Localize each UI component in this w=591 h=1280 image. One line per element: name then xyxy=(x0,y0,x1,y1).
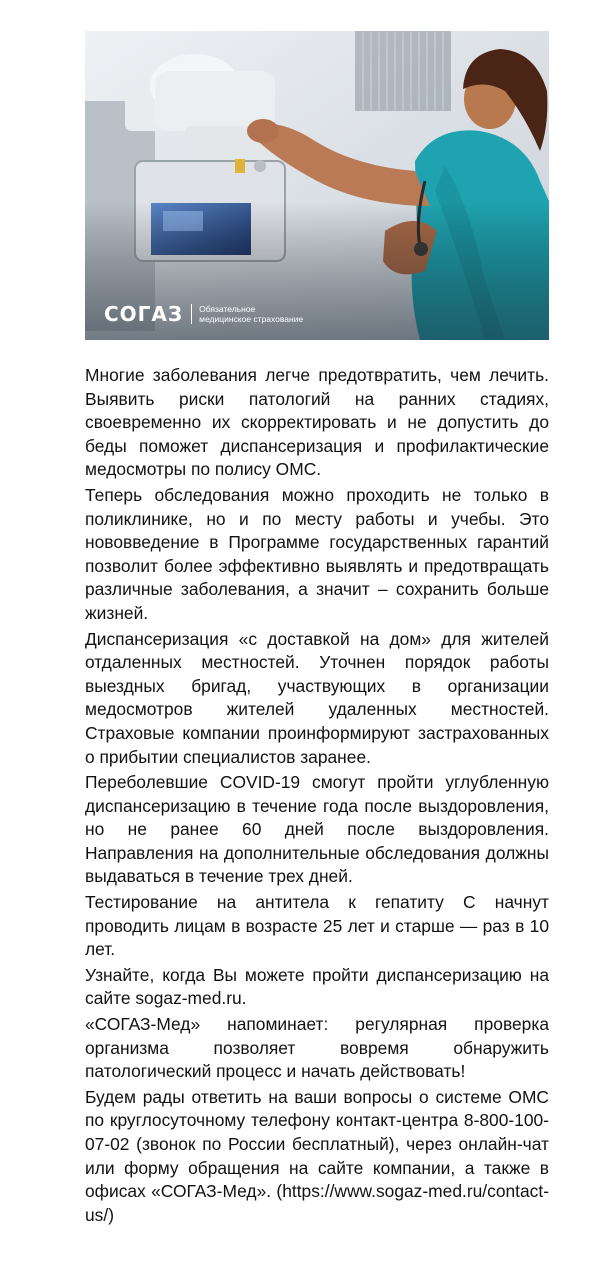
xray-nurse-illustration xyxy=(85,31,549,340)
brand-lockup xyxy=(104,302,303,326)
article-paragraph-6: Узнайте, когда Вы можете пройти диспансеризацию на сайте sogaz-med.ru. xyxy=(85,964,549,1009)
article-paragraph-3: Диспансеризация «с доставкой на дом» для жителей отдаленных местностей. Уточнен порядок работы выездных бригад, участвующих в организации медосмотров жителей удаленных местностей. Страховые компании проинформируют застрахованных о прибытии специалистов заранее. xyxy=(85,628,549,767)
brand-logo: СОГАЗ xyxy=(104,302,184,326)
article-paragraph-2: Теперь обследования можно проходить не только в поликлинике, но и по месту работы и учебы. Это нововведение в Программе государственных гарантий позволит более эффективно выявлять и предотвращать различные заболевания, а значит – сохранить больше жизней. xyxy=(85,484,549,623)
brand-tagline xyxy=(199,304,303,324)
article-paragraph-8: Будем рады ответить на ваши вопросы о системе ОМС по круглосуточному телефону контакт-центра 8-800-100-07-02 (звонок по России бесплатный), через онлайн-чат или форму обращения на сайте компании, а также в офисах «СОГАЗ-Мед». (https://www.sogaz-med.ru/contact-us/) xyxy=(85,1086,549,1225)
hero-photo xyxy=(85,31,549,340)
article-paragraph-7: «СОГАЗ-Мед» напоминает: регулярная проверка организма позволяет вовремя обнаружить патологический процесс и начать действовать! xyxy=(85,1014,549,1082)
brand-tagline-line-1: Обязательное xyxy=(199,304,256,314)
article-paragraph-5: Тестирование на антитела к гепатиту С начнут проводить лицам в возрасте 25 лет и старше — раз в 10 лет. xyxy=(85,892,549,960)
article-paragraph-4: Переболевшие COVID-19 смогут пройти углубленную диспансеризацию в течение года после выздоровления, но не ранее 60 дней после выздоровления. Направления на дополнительные обследования должны выдаваться в течение трех дней. xyxy=(85,772,549,887)
article-paragraph-1: Многие заболевания легче предотвратить, чем лечить. Выявить риски патологий на ранних стадиях, своевременно их скорректировать и не допустить до беды поможет диспансеризация и профилактические медосмотры по полису ОМС. xyxy=(85,365,549,480)
article-body xyxy=(85,364,549,1229)
brand-divider xyxy=(191,304,192,324)
brand-tagline-line-2: медицинское страхование xyxy=(199,314,304,324)
